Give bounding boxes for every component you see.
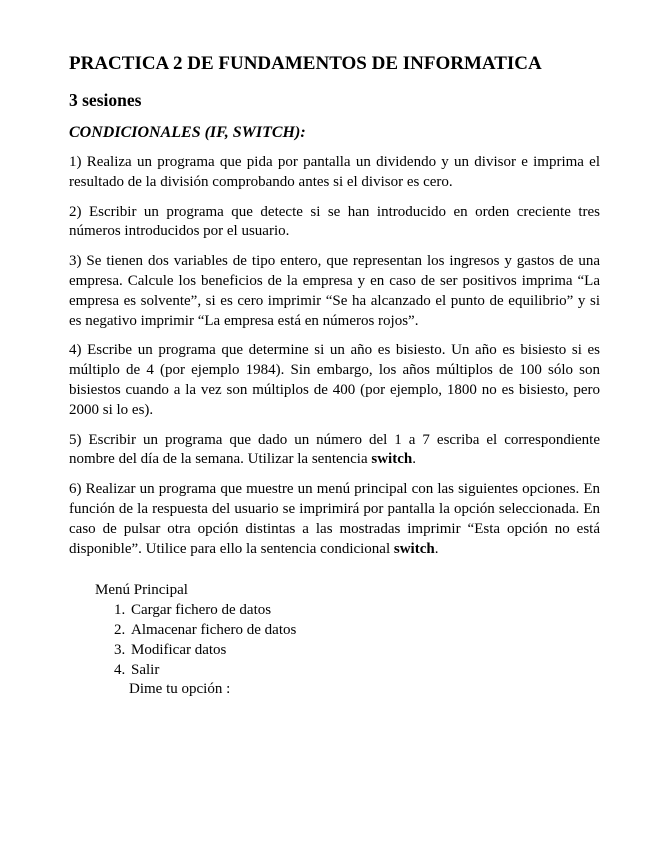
exercise-6-text: 6) Realizar un programa que muestre un menú principal con las siguientes opciones. En función de la respuesta del usuario se imprimirá por pantalla la opción seleccionada. En caso de pulsar otra opción distintas a las mostradas imprimir “Esta opción no está disponible”. Utilice para ello la sentencia condicional: [69, 481, 600, 557]
exercise-2: 2) Escribir un programa que detecte si se han introducido en orden creciente tres números introducidos por el usuario.: [69, 203, 600, 240]
exercise-5: [69, 431, 600, 471]
menu-heading: Menú Principal: [95, 582, 188, 599]
exercise-5-keyword: switch: [371, 451, 413, 468]
document-title: PRACTICA 2 DE FUNDAMENTOS DE INFORMATICA: [69, 53, 542, 74]
menu-options-list: [95, 601, 600, 680]
section-heading: CONDICIONALES (IF, SWITCH):: [69, 124, 306, 141]
menu-example: [95, 581, 600, 700]
exercise-6: [69, 480, 600, 559]
exercise-4: 4) Escribe un programa que determine si un año es bisiesto. Un año es bisiesto si es múltiplo de 4 (por ejemplo 1984). Sin embargo, los años múltiplos de 100 sólo son bisiestos cuando a la vez son múltiplos de 400 (por ejemplo, 1800 no es bisiesto, pero 2000 si lo es).: [69, 342, 600, 418]
menu-prompt: Dime tu opción :: [129, 681, 231, 698]
menu-option: 1. Cargar fichero de datos: [129, 601, 600, 621]
sessions-subtitle: 3 sesiones: [69, 90, 142, 110]
exercise-5-text: 5) Escribir un programa que dado un número del 1 a 7 escriba el correspondiente nombre del día de la semana. Utilizar la sentencia: [69, 431, 600, 468]
menu-option: 3. Modificar datos: [129, 641, 600, 661]
exercise-1: 1) Realiza un programa que pida por pantalla un dividendo y un divisor e imprima el resultado de la división comprobando antes si el divisor es cero.: [69, 154, 600, 190]
exercise-6-keyword: switch: [393, 540, 435, 557]
exercise-5-end: .: [412, 451, 416, 468]
menu-option: 4. Salir: [129, 661, 600, 681]
exercise-6-end: .: [434, 540, 439, 557]
document-page: [69, 52, 600, 700]
menu-option: 2. Almacenar fichero de datos: [129, 621, 600, 641]
exercise-3: 3) Se tienen dos variables de tipo entero, que representan los ingresos y gastos de una empresa. Calcule los beneficios de la empresa y en caso de ser positivos imprima “La empresa es solvente”, si es cero imprimir “Se ha alcanzado el punto de equilibrio” y si es negativo imprimir “La empresa está en números rojos”.: [69, 253, 600, 329]
